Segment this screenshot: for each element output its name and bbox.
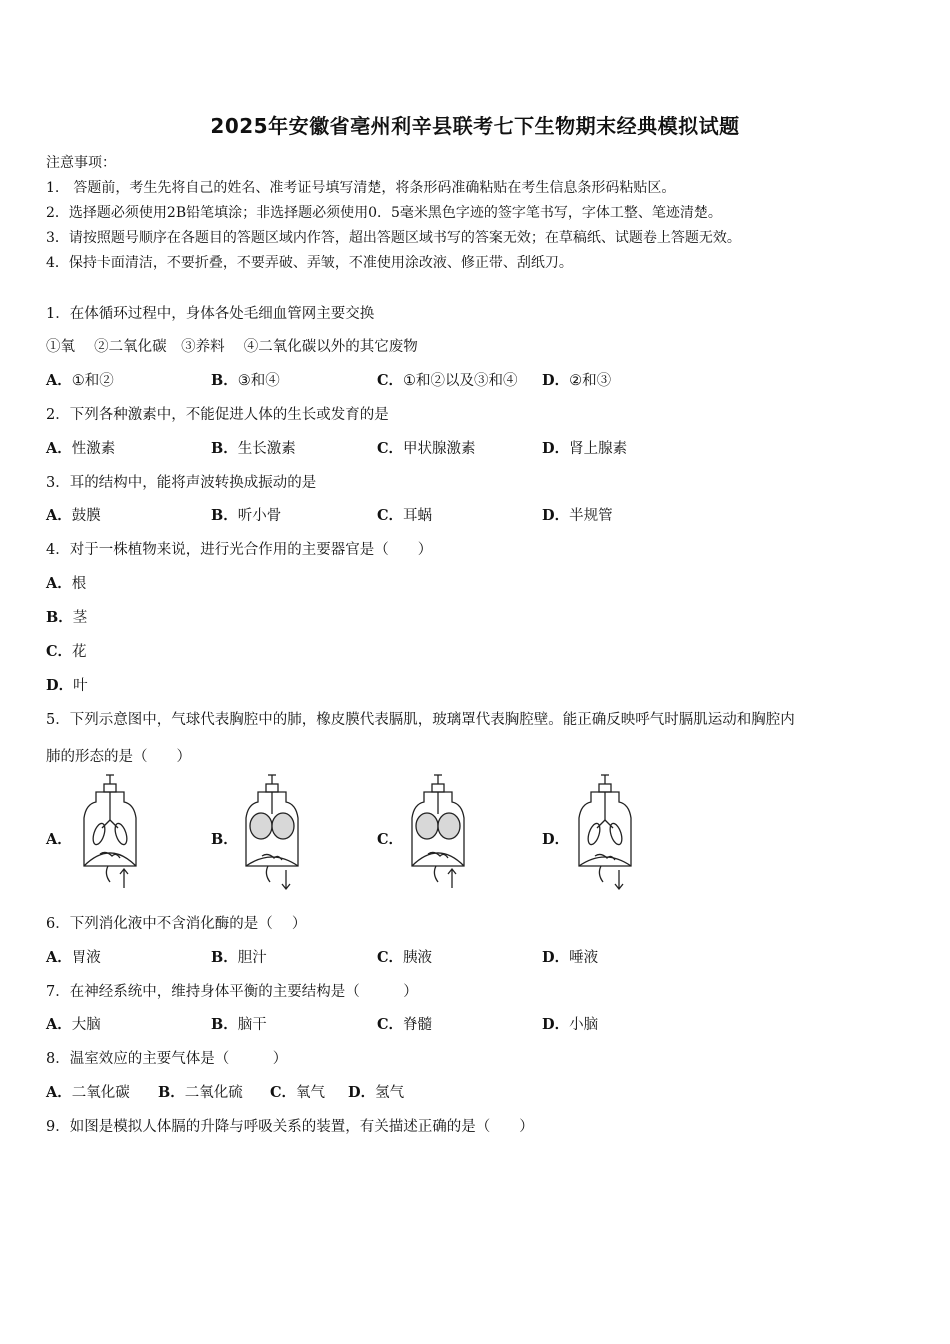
option-text: 性激素 <box>71 441 116 457</box>
question-8-option-c[interactable] <box>270 1081 325 1102</box>
option-key: B． <box>211 1016 238 1033</box>
option-key: D． <box>348 1084 376 1101</box>
option-key: D． <box>542 372 570 389</box>
page-title: 2025年安徽省亳州利辛县联考七下生物期末经典模拟试题 <box>210 114 740 138</box>
option-key: A． <box>46 1084 72 1101</box>
question-3-option-d[interactable] <box>542 504 613 525</box>
question-7-stem: 7．在神经系统中，维持身体平衡的主要结构是（ ） <box>46 984 418 1000</box>
question-2-option-d[interactable] <box>542 437 627 458</box>
option-text: 胰液 <box>403 950 433 966</box>
question-1-option-d[interactable] <box>542 369 611 390</box>
figure-label-a[interactable]: A． <box>46 831 72 848</box>
option-key: D． <box>46 677 74 694</box>
option-key: B． <box>211 440 238 457</box>
question-2-stem: 2．下列各种激素中，不能促进人体的生长或发育的是 <box>46 407 389 423</box>
bell-jar-figure-d[interactable] <box>565 770 645 895</box>
option-key: C． <box>46 643 73 660</box>
bell-jar-figure-a[interactable] <box>70 770 150 895</box>
option-text: 氢气 <box>375 1085 405 1101</box>
option-key: B． <box>158 1084 185 1101</box>
question-7-option-b[interactable] <box>211 1013 267 1034</box>
option-text: 叶 <box>73 678 88 694</box>
option-key: D． <box>542 440 570 457</box>
question-4-option-a[interactable] <box>46 572 86 593</box>
question-8-option-b[interactable] <box>158 1081 243 1102</box>
question-5-stem-cont: 肺的形态的是（ ） <box>46 749 191 765</box>
option-text: 半规管 <box>569 508 613 524</box>
option-text: 花 <box>72 644 87 660</box>
notes-heading: 注意事项： <box>46 155 116 171</box>
option-text: 氧气 <box>296 1085 326 1101</box>
figure-label-c[interactable]: C． <box>377 831 404 848</box>
option-text: ①和②以及③和④ <box>403 373 518 389</box>
option-key: B． <box>46 609 73 626</box>
question-7-option-c[interactable] <box>377 1013 432 1034</box>
bell-jar-figure-b[interactable] <box>232 770 312 895</box>
option-key: D． <box>542 507 570 524</box>
figure-label-d[interactable]: D． <box>542 831 570 848</box>
option-text: 生长激素 <box>237 441 296 457</box>
question-1-stem: 1．在体循环过程中，身体各处毛细血管网主要交换 <box>46 306 375 322</box>
option-text: 脊髓 <box>403 1017 433 1033</box>
option-text: 听小骨 <box>237 508 282 524</box>
option-key: B． <box>211 372 238 389</box>
option-text: 耳蜗 <box>403 508 433 524</box>
option-key: A． <box>46 507 72 524</box>
question-6-stem: 6．下列消化液中不含消化酶的是（ ） <box>46 916 307 932</box>
option-text: 茎 <box>72 610 88 626</box>
option-key: A． <box>46 575 72 592</box>
option-key: A． <box>46 440 72 457</box>
option-key: D． <box>542 949 570 966</box>
question-1-items: ①氧 ②二氧化碳 ③养料 ④二氧化碳以外的其它废物 <box>46 339 418 355</box>
note-item: 3．请按照题号顺序在各题目的答题区域内作答，超出答题区域书写的答案无效；在草稿纸、试题卷上答题无效。 <box>46 230 741 246</box>
question-3-option-b[interactable] <box>211 504 281 525</box>
option-key: C． <box>377 507 404 524</box>
note-item: 1. 答题前，考生先将自己的姓名、准考证号填写清楚，将条形码准确粘贴在考生信息条形码粘贴区。 <box>46 180 676 196</box>
option-text: ①和② <box>71 373 114 389</box>
option-text: 根 <box>71 576 87 592</box>
option-text: 二氧化硫 <box>184 1085 243 1101</box>
question-5-stem: 5．下列示意图中，气球代表胸腔中的肺，橡皮膜代表膈肌，玻璃罩代表胸腔壁。能正确反映呼气时膈肌运动和胸腔内 <box>46 712 795 728</box>
option-key: C． <box>270 1084 297 1101</box>
question-2-option-c[interactable] <box>377 437 476 458</box>
question-3-option-c[interactable] <box>377 504 432 525</box>
note-item: 2．选择题必须使用2B铅笔填涂；非选择题必须使用0．5毫米黑色字迹的签字笔书写，字体工整、笔迹清楚。 <box>46 205 722 221</box>
question-4-option-c[interactable] <box>46 640 87 661</box>
question-1-option-a[interactable] <box>46 369 114 390</box>
option-text: 肾上腺素 <box>569 441 628 457</box>
option-key: D． <box>542 1016 570 1033</box>
option-key: C． <box>377 949 404 966</box>
question-8-stem: 8．温室效应的主要气体是（ ） <box>46 1051 288 1067</box>
bell-jar-figure-c[interactable] <box>398 770 478 895</box>
question-1-option-c[interactable] <box>377 369 518 390</box>
option-text: 二氧化碳 <box>71 1085 130 1101</box>
question-2-option-b[interactable] <box>211 437 296 458</box>
question-3-option-a[interactable] <box>46 504 101 525</box>
note-item: 4．保持卡面清洁，不要折叠，不要弄破、弄皱，不准使用涂改液、修正带、刮纸刀。 <box>46 255 573 271</box>
option-key: C． <box>377 1016 404 1033</box>
question-1-option-b[interactable] <box>211 369 280 390</box>
option-text: 小脑 <box>569 1017 599 1033</box>
option-key: A． <box>46 949 72 966</box>
question-6-option-b[interactable] <box>211 946 267 967</box>
option-text: ②和③ <box>569 373 612 389</box>
option-text: 唾液 <box>569 950 599 966</box>
question-7-option-d[interactable] <box>542 1013 598 1034</box>
option-key: A． <box>46 1016 72 1033</box>
question-6-option-d[interactable] <box>542 946 598 967</box>
question-8-option-a[interactable] <box>46 1081 130 1102</box>
option-text: ③和④ <box>237 373 280 389</box>
option-key: C． <box>377 440 404 457</box>
question-7-option-a[interactable] <box>46 1013 101 1034</box>
option-key: C． <box>377 372 404 389</box>
question-2-option-a[interactable] <box>46 437 115 458</box>
option-key: B． <box>211 507 238 524</box>
option-text: 胆汁 <box>237 950 267 966</box>
option-text: 甲状腺激素 <box>403 441 476 457</box>
option-text: 大脑 <box>71 1017 101 1033</box>
option-key: A． <box>46 372 72 389</box>
question-4-option-b[interactable] <box>46 606 87 627</box>
question-6-option-c[interactable] <box>377 946 432 967</box>
question-4-option-d[interactable] <box>46 674 88 695</box>
question-8-option-d[interactable] <box>348 1081 404 1102</box>
question-6-option-a[interactable] <box>46 946 101 967</box>
figure-label-b[interactable]: B． <box>211 831 238 848</box>
option-text: 胃液 <box>71 950 101 966</box>
option-text: 脑干 <box>237 1017 267 1033</box>
question-4-stem: 4．对于一株植物来说，进行光合作用的主要器官是（ ） <box>46 542 433 558</box>
option-text: 鼓膜 <box>71 508 101 524</box>
option-key: B． <box>211 949 238 966</box>
question-3-stem: 3．耳的结构中，能将声波转换成振动的是 <box>46 475 317 491</box>
question-9-stem: 9．如图是模拟人体膈的升降与呼吸关系的装置，有关描述正确的是（ ） <box>46 1119 534 1135</box>
